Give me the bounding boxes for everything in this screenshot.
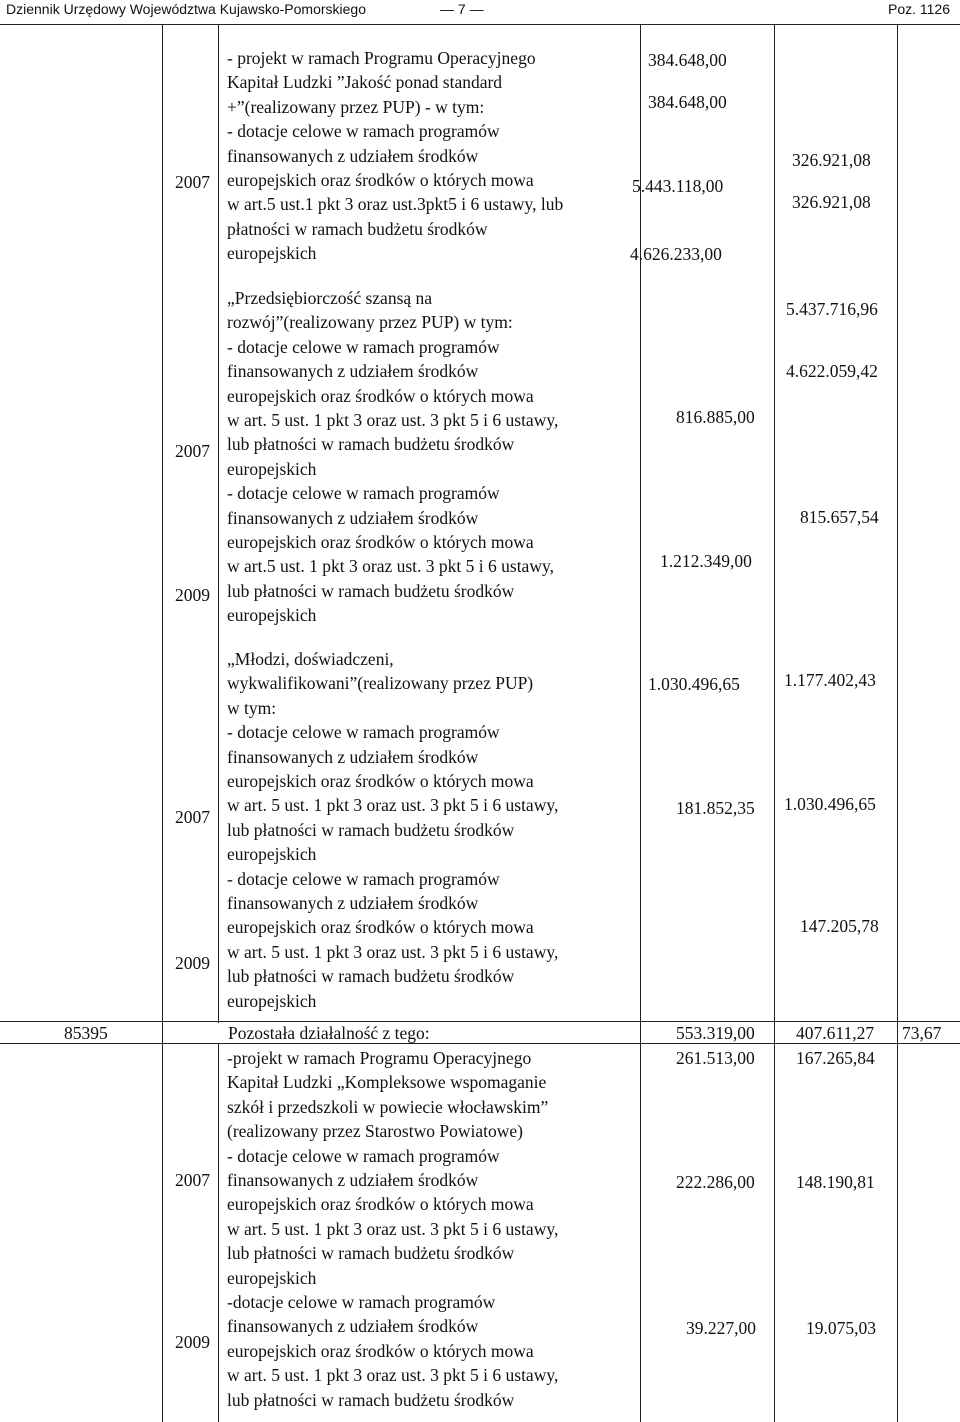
amount-value: 1.177.402,43 <box>784 670 876 690</box>
page-header <box>0 0 960 25</box>
description-line: w tym: <box>227 697 277 718</box>
description-line: Kapitał Ludzki ”Jakość ponad standard <box>227 72 503 93</box>
description-line: europejskich oraz środków o których mowa <box>227 771 534 792</box>
column-divider <box>218 24 219 1023</box>
description-line: w art. 5 ust. 1 pkt 3 oraz ust. 3 pkt 5 i 6 ustawy, <box>227 795 559 816</box>
description-line: w art.5 ust. 1 pkt 3 oraz ust. 3 pkt 5 i 6 ustawy, <box>227 556 554 577</box>
description-line: - dotacje celowe w ramach programów <box>227 121 500 142</box>
description-line: finansowanych z udziałem środków <box>227 507 479 528</box>
description-line: lub płatności w ramach budżetu środków <box>227 1389 515 1410</box>
amount-value: 181.852,35 <box>676 798 755 818</box>
description-line: - dotacje celowe w ramach programów <box>227 722 500 743</box>
description-line: szkół i przedszkoli w powiecie włocławskim” <box>227 1096 549 1117</box>
summary-amount-1: 553.319,00 <box>676 1023 755 1043</box>
year-label: 2007 <box>175 1170 210 1190</box>
amount-value: 384.648,00 <box>648 92 727 112</box>
description-line: europejskich <box>227 605 317 626</box>
description-line: europejskich <box>227 458 317 479</box>
column-divider <box>897 24 898 1422</box>
description-line: europejskich <box>227 1267 317 1288</box>
description-line: - dotacje celowe w ramach programów <box>227 483 500 504</box>
description-line: w art. 5 ust. 1 pkt 3 oraz ust. 3 pkt 5 i 6 ustawy, <box>227 1218 559 1239</box>
description-line: finansowanych z udziałem środków <box>227 893 479 914</box>
summary-label: Pozostała działalność z tego: <box>228 1023 430 1043</box>
description-block-4 <box>227 1046 637 1412</box>
amount-value: 326.921,08 <box>792 150 871 170</box>
description-line: lub płatności w ramach budżetu środków <box>227 819 515 840</box>
amount-value: 4.622.059,42 <box>786 361 878 381</box>
year-label: 2007 <box>175 172 210 192</box>
description-line: - projekt w ramach Programu Operacyjnego <box>227 48 536 68</box>
description-line: europejskich oraz środków o których mowa <box>227 385 534 406</box>
amount-value: 1.212.349,00 <box>660 551 752 571</box>
position-number: Poz. 1126 <box>887 1 950 17</box>
description-line: (realizowany przez Starostwo Powiatowe) <box>227 1121 523 1142</box>
amount-value: 39.227,00 <box>686 1318 756 1338</box>
description-line: europejskich oraz środków o których mowa <box>227 532 534 553</box>
description-line: -projekt w ramach Programu Operacyjnego <box>227 1048 532 1068</box>
column-divider <box>774 24 775 1422</box>
description-line: europejskich <box>227 243 317 264</box>
description-line: lub płatności w ramach budżetu środków <box>227 580 515 601</box>
year-label: 2009 <box>175 585 210 605</box>
description-line: finansowanych z udziałem środków <box>227 361 479 382</box>
amount-value: 4.626.233,00 <box>630 244 722 264</box>
description-line: - dotacje celowe w ramach programów <box>227 336 500 357</box>
description-line: Kapitał Ludzki „Kompleksowe wspomaganie <box>227 1072 547 1093</box>
column-divider <box>640 24 641 1422</box>
description-line: europejskich oraz środków o których mowa <box>227 917 534 938</box>
description-line: w art. 5 ust. 1 pkt 3 oraz ust. 3 pkt 5 i 6 ustawy, <box>227 410 559 431</box>
description-block-2 <box>227 286 637 628</box>
description-line: -dotacje celowe w ramach programów <box>227 1292 496 1313</box>
amount-value: 1.030.496,65 <box>648 674 740 694</box>
description-line: - dotacje celowe w ramach programów <box>227 1145 500 1166</box>
amount-value: 815.657,54 <box>800 507 879 527</box>
description-line: finansowanych z udziałem środków <box>227 746 479 767</box>
amount-value: 147.205,78 <box>800 916 879 936</box>
description-line: w art. 5 ust. 1 pkt 3 oraz ust. 3 pkt 5 i 6 ustawy, <box>227 941 559 962</box>
description-line: +”(realizowany przez PUP) - w tym: <box>227 96 485 117</box>
page-number: — 7 — <box>440 1 484 17</box>
summary-percent: 73,67 <box>902 1023 942 1043</box>
description-block-3 <box>227 647 637 1013</box>
description-line: lub płatności w ramach budżetu środków <box>227 434 515 455</box>
amount-value: 19.075,03 <box>806 1318 876 1338</box>
description-line: wykwalifikowani”(realizowany przez PUP) <box>227 673 534 694</box>
amount-value: 5.437.716,96 <box>786 299 878 319</box>
amount-value: 816.885,00 <box>676 407 755 427</box>
amount-value: 384.648,00 <box>648 50 727 70</box>
description-line: „Młodzi, doświadczeni, <box>227 649 394 669</box>
year-label: 2007 <box>175 807 210 827</box>
description-line: rozwój”(realizowany przez PUP) w tym: <box>227 312 513 333</box>
amount-value: 167.265,84 <box>796 1048 875 1068</box>
column-divider <box>162 24 163 1422</box>
description-line: europejskich <box>227 844 317 865</box>
amount-value: 148.190,81 <box>796 1172 875 1192</box>
description-line: w art.5 ust.1 pkt 3 oraz ust.3pkt5 i 6 ustawy, lub <box>227 194 564 215</box>
description-line: europejskich oraz środków o których mowa <box>227 1194 534 1215</box>
amount-value: 5.443.118,00 <box>632 176 724 196</box>
section-code: 85395 <box>64 1023 108 1043</box>
summary-amount-2: 407.611,27 <box>796 1023 875 1043</box>
year-label: 2009 <box>175 1332 210 1352</box>
description-line: lub płatności w ramach budżetu środków <box>227 966 515 987</box>
description-line: w art. 5 ust. 1 pkt 3 oraz ust. 3 pkt 5 i 6 ustawy, <box>227 1365 559 1386</box>
description-line: europejskich oraz środków o których mowa <box>227 170 534 191</box>
description-line: - dotacje celowe w ramach programów <box>227 868 500 889</box>
description-line: lub płatności w ramach budżetu środków <box>227 1243 515 1264</box>
description-line: finansowanych z udziałem środków <box>227 1170 479 1191</box>
journal-title: Dziennik Urzędowy Województwa Kujawsko-Pomorskiego <box>6 1 366 17</box>
amount-value: 1.030.496,65 <box>784 794 876 814</box>
column-divider <box>218 1043 219 1422</box>
description-block-1 <box>227 46 637 266</box>
year-label: 2009 <box>175 953 210 973</box>
description-line: finansowanych z udziałem środków <box>227 145 479 166</box>
amount-value: 261.513,00 <box>676 1048 755 1068</box>
amount-value: 222.286,00 <box>676 1172 755 1192</box>
description-line: europejskich oraz środków o których mowa <box>227 1340 534 1361</box>
description-line: płatności w ramach budżetu środków <box>227 218 488 239</box>
description-line: „Przedsiębiorczość szansą na <box>227 288 433 308</box>
amount-value: 326.921,08 <box>792 192 871 212</box>
description-line: finansowanych z udziałem środków <box>227 1316 479 1337</box>
description-line: europejskich <box>227 990 317 1011</box>
year-label: 2007 <box>175 441 210 461</box>
